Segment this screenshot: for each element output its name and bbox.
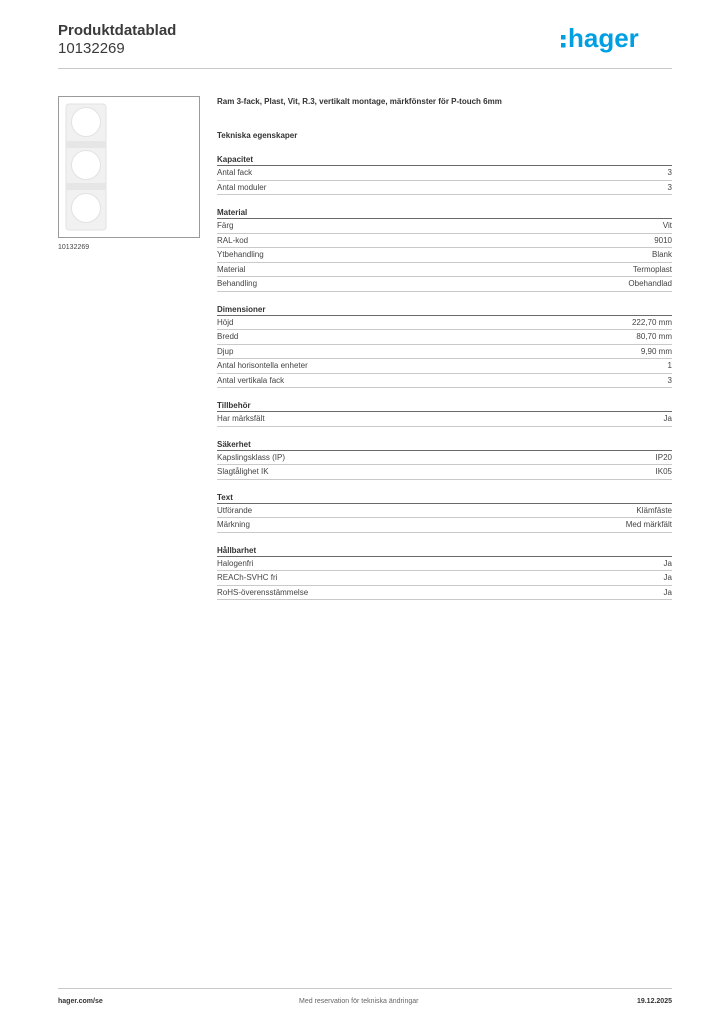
spec-value: Klämfäste: [636, 505, 672, 515]
spec-value: 9010: [654, 235, 672, 245]
spec-value: 9,90 mm: [640, 346, 672, 356]
spec-value: Vit: [662, 221, 672, 230]
spec-row: [217, 451, 672, 466]
product-image: [58, 96, 200, 238]
product-description: Ram 3-fack, Plast, Vit, R.3, vertikalt montage, märkfönster för P-touch 6mm: [217, 97, 502, 106]
section-title: Dimensioner: [217, 304, 672, 316]
spec-row: [217, 504, 672, 519]
section-title: Text: [217, 492, 672, 504]
section-title: Hållbarhet: [217, 545, 672, 557]
spec-row: [217, 465, 672, 480]
section-title: Kapacitet: [217, 154, 672, 166]
spec-value: 222,70 mm: [631, 317, 672, 327]
image-caption: 10132269: [58, 244, 90, 251]
spec-value: Ja: [663, 587, 672, 597]
spec-row: [217, 166, 672, 181]
spec-row: [217, 181, 672, 196]
spec-value: Termoplast: [632, 264, 672, 274]
spec-row: [217, 359, 672, 374]
spec-value: IK05: [655, 467, 672, 476]
spec-value: 3: [667, 182, 672, 192]
spec-sections: [217, 154, 672, 600]
document-number: 10132269: [58, 40, 125, 57]
spec-label: Behandling: [217, 279, 258, 288]
spec-value: IP20: [655, 452, 672, 462]
logo-text: hager: [568, 23, 639, 53]
footer-disclaimer: Med reservation för tekniska ändringar: [299, 998, 419, 1005]
technical-properties-heading: Tekniska egenskaper: [217, 131, 298, 140]
section-title: Säkerhet: [217, 439, 672, 451]
spec-section: [217, 545, 672, 601]
hager-logo: [560, 20, 656, 56]
spec-row: [217, 248, 672, 263]
spec-section: [217, 207, 672, 292]
spec-value: 1: [667, 361, 672, 370]
spec-label: Märkning: [217, 520, 250, 529]
spec-section: [217, 304, 672, 389]
spec-row: [217, 586, 672, 601]
spec-row: [217, 219, 672, 234]
frame-3-gang-illustration: [59, 97, 199, 237]
section-title: Material: [217, 207, 672, 219]
footer-divider: [58, 988, 672, 989]
spec-label: REACh-SVHC fri: [217, 573, 278, 582]
spec-value: 80,70 mm: [636, 332, 672, 341]
footer-website: hager.com/se: [58, 998, 103, 1005]
spec-row: [217, 518, 672, 533]
spec-section: [217, 400, 672, 427]
spec-label: Ytbehandling: [217, 250, 264, 259]
spec-row: [217, 412, 672, 427]
spec-label: Har märksfält: [217, 414, 265, 423]
spec-label: Utförande: [217, 505, 253, 515]
spec-value: Med märkfält: [625, 520, 672, 529]
page-header: [58, 20, 672, 68]
spec-label: Halogenfri: [217, 558, 254, 568]
product-details: [217, 96, 672, 600]
spec-label: Antal horisontella enheter: [217, 361, 308, 370]
header-divider: [58, 68, 672, 69]
spec-row: [217, 263, 672, 278]
spec-value: Ja: [663, 414, 672, 423]
spec-label: Bredd: [217, 332, 239, 341]
footer-date: 19.12.2025: [636, 998, 672, 1005]
spec-value: Ja: [663, 573, 672, 582]
spec-row: [217, 316, 672, 331]
spec-row: [217, 557, 672, 572]
spec-value: Ja: [663, 558, 672, 568]
spec-row: [217, 277, 672, 292]
spec-label: Antal fack: [217, 168, 253, 177]
spec-row: [217, 345, 672, 360]
spec-row: [217, 234, 672, 249]
spec-label: Antal vertikala fack: [217, 375, 285, 385]
spec-label: Färg: [217, 221, 234, 230]
spec-label: RAL-kod: [217, 235, 249, 245]
spec-value: Blank: [651, 250, 672, 259]
spec-row: [217, 330, 672, 345]
spec-section: [217, 154, 672, 195]
spec-value: 3: [667, 375, 672, 385]
spec-label: Kapslingsklass (IP): [217, 452, 286, 462]
spec-section: [217, 439, 672, 480]
document-title: Produktdatablad: [58, 22, 177, 39]
spec-section: [217, 492, 672, 533]
spec-label: Djup: [217, 346, 234, 356]
spec-label: RoHS-överensstämmelse: [217, 587, 309, 597]
spec-row: [217, 571, 672, 586]
spec-label: Höjd: [217, 317, 234, 327]
spec-label: Slagtålighet IK: [217, 467, 269, 476]
spec-value: 3: [667, 168, 672, 177]
spec-row: [217, 374, 672, 389]
spec-label: Material: [217, 264, 246, 274]
spec-label: Antal moduler: [217, 182, 267, 192]
spec-value: Obehandlad: [628, 279, 672, 288]
section-title: Tillbehör: [217, 400, 672, 412]
